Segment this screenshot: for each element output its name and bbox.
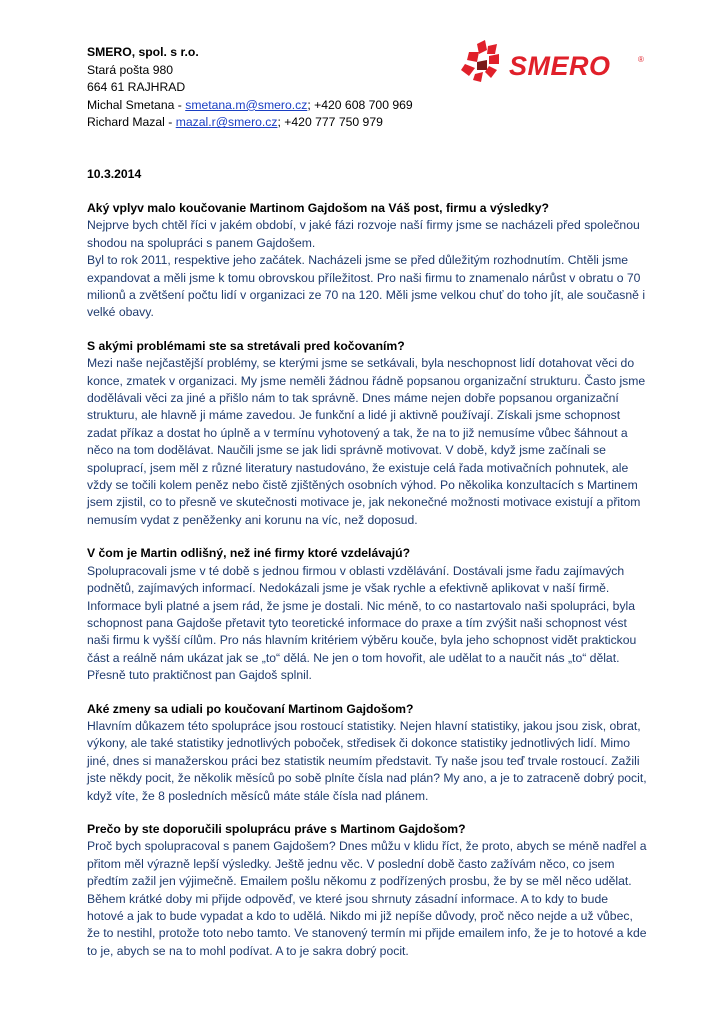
answer-paragraph: Byl to rok 2011, respektive jeho začátek. Nacházeli jsme se před důležitým rozhodnutím. Chtěli jsme expandovat a měli jsme k tomu obrovskou příležitost. Pro naši firmu to znamenalo nárůst v obratu o 70 milionů a zvětšení počtu lidí v organizaci ze 70 na 120. Měli jsme velkou chuť do toho jít, ale současně i velké obavy. xyxy=(87,253,646,320)
contact-line-1 xyxy=(87,97,647,115)
answer-text xyxy=(87,838,647,960)
question-heading: V čom je Martin odlišný, než iné firmy ktoré vzdelávajú? xyxy=(87,546,411,561)
answer-paragraph: Spolupracovali jsme v té době s jednou firmou v oblasti vzdělávání. Dostávali jsme řadu zajímavých podnětů, zajímavých informací. Nedokázali jsme je však rychle a efektivně aplikovat v naší firmě. Informace byli platné a jsem rád, že jsme je dostali. Nic méně, to co nastartovalo naši spolupráci, byla schopnost pana Gajdoše přetavit tyto teoretické informace do praxe a tím zvýšit naši schopnost vést naši firmu k vyšší cílům. Pro nás hlavním kritériem výběru kouče, byla jeho schopnost vidět praktickou část a reálně nám ukázat jak se „to“ dělá. Ne jen o tom hovořit, ale udělat to a naučit nás „to“ dělat. Přesně tuto praktičnost pan Gajdoš splnil. xyxy=(87,563,637,683)
qa-section xyxy=(87,200,647,322)
qa-section xyxy=(87,545,647,684)
contact-1-email-link[interactable]: smetana.m@smero.cz xyxy=(185,97,308,112)
question-heading: Aké zmeny sa udiali po koučovaní Martinom Gajdošom? xyxy=(87,701,414,716)
contact-line-2 xyxy=(87,114,647,132)
address-line-1: Stará pošta 980 xyxy=(87,62,174,77)
question-heading: S akými problémami ste sa stretávali pred kočovaním? xyxy=(87,338,405,353)
contact-2-phone: ; +420 777 750 979 xyxy=(277,115,383,130)
answer-text xyxy=(87,355,647,529)
qa-section xyxy=(87,701,647,805)
logo-wordmark: SMERO xyxy=(509,51,611,81)
qa-section xyxy=(87,821,647,960)
answer-paragraph: Proč bych spolupracoval s panem Gajdošem? Dnes můžu v klidu říct, že proto, abych se méně nadřel a přitom měl výrazně lepší výsledky. Ještě jednu věc. V poslední době často zažívám něco, co jsem předtím zažil jen výjimečně. Emailem pošlu někomu z podřízených prosbu, že by se měl něco udělat. Během krátké doby mi přijde odpověď, ve které jsou shrnuty zásadní informace. A to kdy to bude hotové a jak to bude vypadat a kdo to udělá. Nikdo mi již nepíše důvody, proč něco nejde a už vůbec, že to nestihl, protože toto nebo tamto. Ve stanovený termín mi přijde emailem info, že je to hotové a kde to je, abych se na to mohl podívat. A to je sakra dobrý pocit. xyxy=(87,839,647,958)
document-page xyxy=(87,44,647,960)
answer-text xyxy=(87,718,647,805)
address-line-2: 664 61 RAJHRAD xyxy=(87,80,186,95)
contact-2-email-link[interactable]: mazal.r@smero.cz xyxy=(175,115,278,130)
document-date: 10.3.2014 xyxy=(87,166,142,181)
answer-text xyxy=(87,563,647,685)
answer-paragraph: Nejprve bych chtěl říci v jakém období, v jaké fázi rozvoje naší firmy jsme se nacházeli před společnou shodou na spolupráci s panem Gajdošem. xyxy=(87,218,640,250)
logo-registered-mark: ® xyxy=(638,55,644,64)
answer-text xyxy=(87,217,647,321)
contact-1-phone: ; +420 608 700 969 xyxy=(307,97,413,112)
letterhead xyxy=(87,44,647,132)
qa-section xyxy=(87,338,647,529)
answer-paragraph: Mezi naše nejčastější problémy, se kterými jsme se setkávali, byla neschopnost lidí dotahovat věci do konce, zmatek v organizaci. My jsme neměli žádnou řádně popsanou organizační strukturu. Často jsme dodělávali věci za jiné a přišlo nám to tak správně. Dnes máme nejen dobře popsanou organizační strukturu, ale hlavně ji máme zavedou. Je funkční a lidé ji aktivně používají. Získali jsme schopnost zadat příkaz a dostat ho úplně a v termínu vyhotovený a tak, že na to již nemusíme vůbec šáhnout a něco na tom dodělávat. Naučili jsme se jak lidi správně motivovat. V době, když jsme začínali se spoluprací, jsem měl z různé literatury nastudováno, že existuje celá řada motivačních pohnutek, ale vždy se točili kolem peněz nebo čistě zjištěných osobních výhod. Po několika konzultacích s Martinem jsem zjistil, co to přesně ve skutečnosti motivace je, jak nekonečné možnosti motivace existují a přitom nemusím vydat z peněženky ani korunu na víc, než doposud. xyxy=(87,356,646,527)
question-heading: Prečo by ste doporučili spoluprácu práve s Martinom Gajdošom? xyxy=(87,821,466,836)
company-name: SMERO, spol. s r.o. xyxy=(87,45,199,59)
contact-1-name: Michal Smetana - xyxy=(87,97,186,112)
question-heading: Aký vplyv malo koučovanie Martinom Gajdošom na Váš post, firmu a výsledky? xyxy=(87,200,549,215)
contact-2-name: Richard Mazal - xyxy=(87,115,176,130)
answer-paragraph: Hlavním důkazem této spolupráce jsou rostoucí statistiky. Nejen hlavní statistiky, jakou jsou zisk, obrat, výkony, ale také statistiky jednotlivých poboček, středisek či dokonce statistiky jednotlivých lidí. Mimo jiné, dnes si manažerskou práci bez statistik neumím představit. Ty naše jsou teď trvale rostoucí. Zažili jste někdy pocit, že několik měsíců po sobě plníte čísla nad plán? My ano, a je to zatraceně dobrý pocit, když víte, že 8 posledních měsíců máte stále čísla nad plánem. xyxy=(87,718,647,803)
